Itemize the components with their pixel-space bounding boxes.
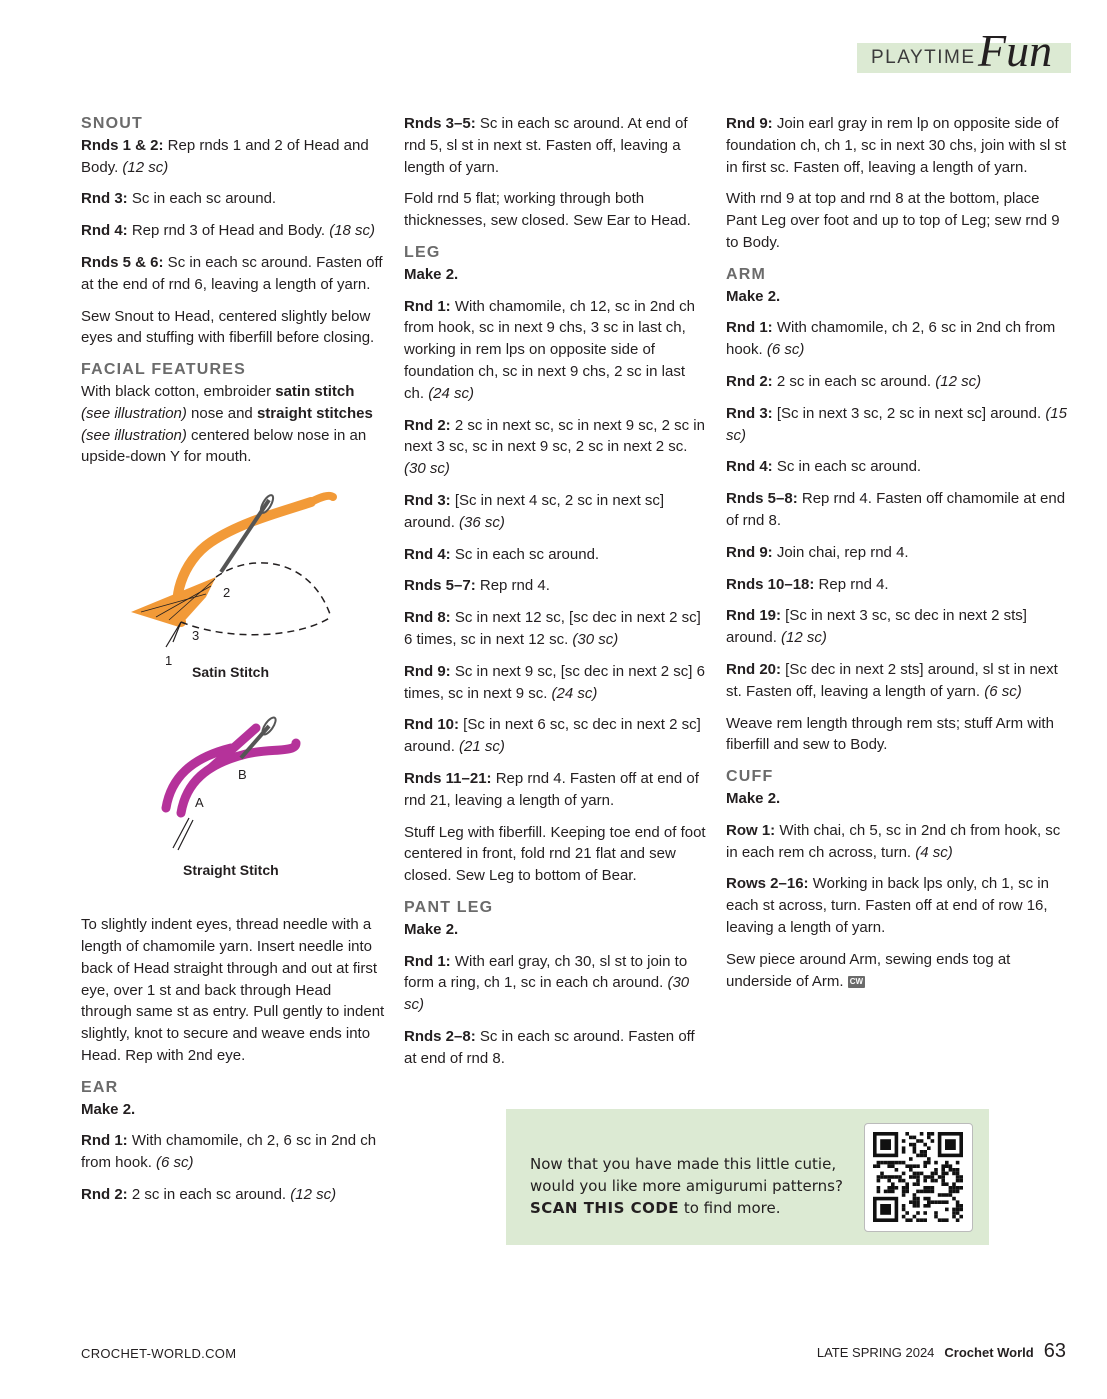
leg-rnd-2: Rnd 2: 2 sc in next sc, sc in next 9 sc, 2 sc in next 3 sc, sc in next 9 sc, 2 sc in next 2 sc. (30 sc) [404, 416, 705, 478]
arm-weave: Weave rem length through rem sts; stuff Arm with fiberfill and sew to Body. [726, 714, 1054, 754]
column-1 [81, 113, 386, 1216]
snout-rnd-4: Rnd 4: Rep rnd 3 of Head and Body. (18 sc) [81, 222, 376, 240]
ear-heading: EAR [81, 1078, 119, 1096]
snout-heading: SNOUT [81, 115, 143, 132]
leg-rnds-11-21: Rnds 11–21: Rep rnd 4. Fasten off at end of rnd 21, leaving a length of yarn. [404, 769, 699, 809]
snout-sew: Sew Snout to Head, centered slightly below eyes and stuffing with fiberfill before closing. [81, 307, 375, 347]
leg-rnds-5-7: Rnds 5–7: Rep rnd 4. [404, 577, 550, 595]
leg-rnd-10: Rnd 10: [Sc in next 6 sc, sc dec in next 2 sc] around. (21 sc) [404, 716, 701, 756]
arm-rnds-10-18: Rnds 10–18: Rep rnd 4. [726, 575, 889, 593]
arm-rnd-20: Rnd 20: [Sc dec in next 2 sts] around, sl st in next st. Fasten off, leaving a length of yarn. (6 sc) [726, 660, 1058, 700]
arm-rnds-5-8: Rnds 5–8: Rep rnd 4. Fasten off chamomile at end of rnd 8. [726, 490, 1066, 529]
pant-rnd-9: Rnd 9: Join earl gray in rem lp on opposite side of foundation ch, ch 1, sc in next 30 chs, join with sl st in first sc. Fasten off, leaving a length of yarn. [726, 115, 1067, 176]
satin-label-1: 1 [165, 653, 173, 669]
facial-features-text: With black cotton, embroider satin stitch (see illustration) nose and straight stitches (see illustration) centered below nose in an upside-down Y for mouth. [81, 382, 373, 466]
promo-text: Now that you have made this little cutie, would you like more amigurumi patterns? SCAN THIS CODE to find more. [530, 1155, 843, 1217]
facial-features-heading: FACIAL FEATURES [81, 361, 246, 379]
footer-website: CROCHET-WORLD.COM [81, 1346, 237, 1361]
leg-rnd-1: Rnd 1: With chamomile, ch 12, sc in 2nd ch from hook, sc in next 9 chs, 3 sc in last ch, working in rem lps on opposite side of foundation ch, sc in next 9 chs, 2 sc in last ch. (24 sc) [404, 297, 695, 402]
straight-stitch-illustration [81, 698, 386, 878]
satin-stitch-illustration [81, 482, 386, 662]
column-2 [404, 113, 709, 1079]
straight-stitch-figure [81, 698, 386, 894]
satin-stitch-caption: Satin Stitch [192, 664, 270, 681]
ear-rnd-2: Rnd 2: 2 sc in each sc around. (12 sc) [81, 1185, 337, 1203]
satin-label-2: 2 [223, 585, 231, 601]
cuff-rows-2-16: Rows 2–16: Working in back lps only, ch 1, sc in each st across, turn. Fasten off at end of row 16, leaving a length of yarn. [726, 875, 1049, 936]
ear-fold: Fold rnd 5 flat; working through both thicknesses, sew closed. Sew Ear to Head. [404, 190, 691, 230]
leg-stuff: Stuff Leg with fiberfill. Keeping toe end of foot centered in front, fold rnd 21 flat and sew closed. Sew Leg to bottom of Bear. [404, 823, 706, 885]
arm-rnd-4: Rnd 4: Sc in each sc around. [726, 458, 922, 476]
ear-rnd-1: Rnd 1: With chamomile, ch 2, 6 sc in 2nd ch from hook. (6 sc) [81, 1132, 377, 1172]
pant-leg-heading: PANT LEG [404, 898, 494, 916]
footer-issue-info [817, 1340, 1066, 1363]
satin-label-3: 3 [192, 628, 200, 644]
leg-rnd-8: Rnd 8: Sc in next 12 sc, [sc dec in next 2 sc] 6 times, sc in next 12 sc. (30 sc) [404, 609, 701, 648]
straight-label-b: B [238, 767, 247, 783]
snout-rnd-3: Rnd 3: Sc in each sc around. [81, 190, 277, 208]
pant-rnd-1: Rnd 1: With earl gray, ch 30, sl st to join to form a ring, ch 1, sc in each ch around. (30 sc) [404, 952, 690, 1014]
arm-rnd-3: Rnd 3: [Sc in next 3 sc, 2 sc in next sc] around. (15 sc) [726, 404, 1067, 444]
arm-rnd-9: Rnd 9: Join chai, rep rnd 4. [726, 543, 909, 561]
cuff-heading: CUFF [726, 768, 774, 786]
ear-make-count: Make 2. [81, 1100, 136, 1118]
qr-code-graphic [865, 1124, 972, 1231]
straight-label-a: A [195, 795, 204, 811]
qr-promo-box [506, 1109, 989, 1245]
footer-magazine-title: Crochet World [944, 1345, 1034, 1360]
arm-rnd-1: Rnd 1: With chamomile, ch 2, 6 sc in 2nd ch from hook. (6 sc) [726, 319, 1056, 359]
section-label: PLAYTIME [871, 47, 976, 68]
indent-eyes-text: To slightly indent eyes, thread needle with a length of chamomile yarn. Insert needle into back of Head straight through and out at first eye, over 1 st and back through Head through same st as entry. Pull gently to indent slightly, knot to secure and weave ends into Head. Rep with 2nd eye. [81, 916, 385, 1064]
leg-rnd-3: Rnd 3: [Sc in next 4 sc, 2 sc in next sc] around. (36 sc) [404, 491, 665, 531]
arm-rnd-2: Rnd 2: 2 sc in each sc around. (12 sc) [726, 372, 982, 390]
pant-place: With rnd 9 at top and rnd 8 at the bottom, place Pant Leg over foot and up to top of Leg; sew rnd 9 to Body. [726, 190, 1060, 251]
leg-rnd-4: Rnd 4: Sc in each sc around. [404, 545, 600, 563]
cuff-make-count: Make 2. [726, 789, 781, 807]
leg-make-count: Make 2. [404, 265, 459, 283]
leg-heading: LEG [404, 243, 441, 261]
leg-rnd-9: Rnd 9: Sc in next 9 sc, [sc dec in next 2 sc] 6 times, sc in next 9 sc. (24 sc) [404, 662, 705, 702]
snout-rnds-5-6: Rnds 5 & 6: Sc in each sc around. Fasten off at the end of rnd 6, leaving a length of yarn. [81, 253, 383, 293]
satin-stitch-figure [81, 482, 386, 681]
footer-issue: LATE SPRING 2024 [816, 1345, 935, 1360]
pant-leg-make-count: Make 2. [404, 920, 459, 938]
page-number: 63 [1043, 1340, 1066, 1362]
arm-make-count: Make 2. [726, 287, 781, 305]
pant-rnds-2-8: Rnds 2–8: Sc in each sc around. Fasten off at end of rnd 8. [404, 1027, 695, 1067]
ear-rnds-3-5: Rnds 3–5: Sc in each sc around. At end of rnd 5, sl st in next st. Fasten off, leaving a length of yarn. [404, 115, 688, 176]
cuff-sew: Sew piece around Arm, sewing ends tog at underside of Arm. CW [726, 950, 1011, 990]
arm-heading: ARM [726, 265, 767, 283]
column-3 [726, 113, 1072, 1002]
arm-rnd-19: Rnd 19: [Sc in next 3 sc, sc dec in next 2 sts] around. (12 sc) [726, 607, 1027, 647]
straight-stitch-caption: Straight Stitch [183, 862, 279, 879]
cuff-row-1: Row 1: With chai, ch 5, sc in 2nd ch from hook, sc in each rem ch across, turn. (4 sc) [726, 821, 1061, 861]
section-script-title: Fun [978, 25, 1053, 76]
snout-rnds-1-2: Rnds 1 & 2: Rep rnds 1 and 2 of Head and Body. (12 sc) [81, 136, 369, 176]
qr-code-icon[interactable] [864, 1123, 973, 1232]
end-mark-icon: CW [849, 976, 864, 986]
